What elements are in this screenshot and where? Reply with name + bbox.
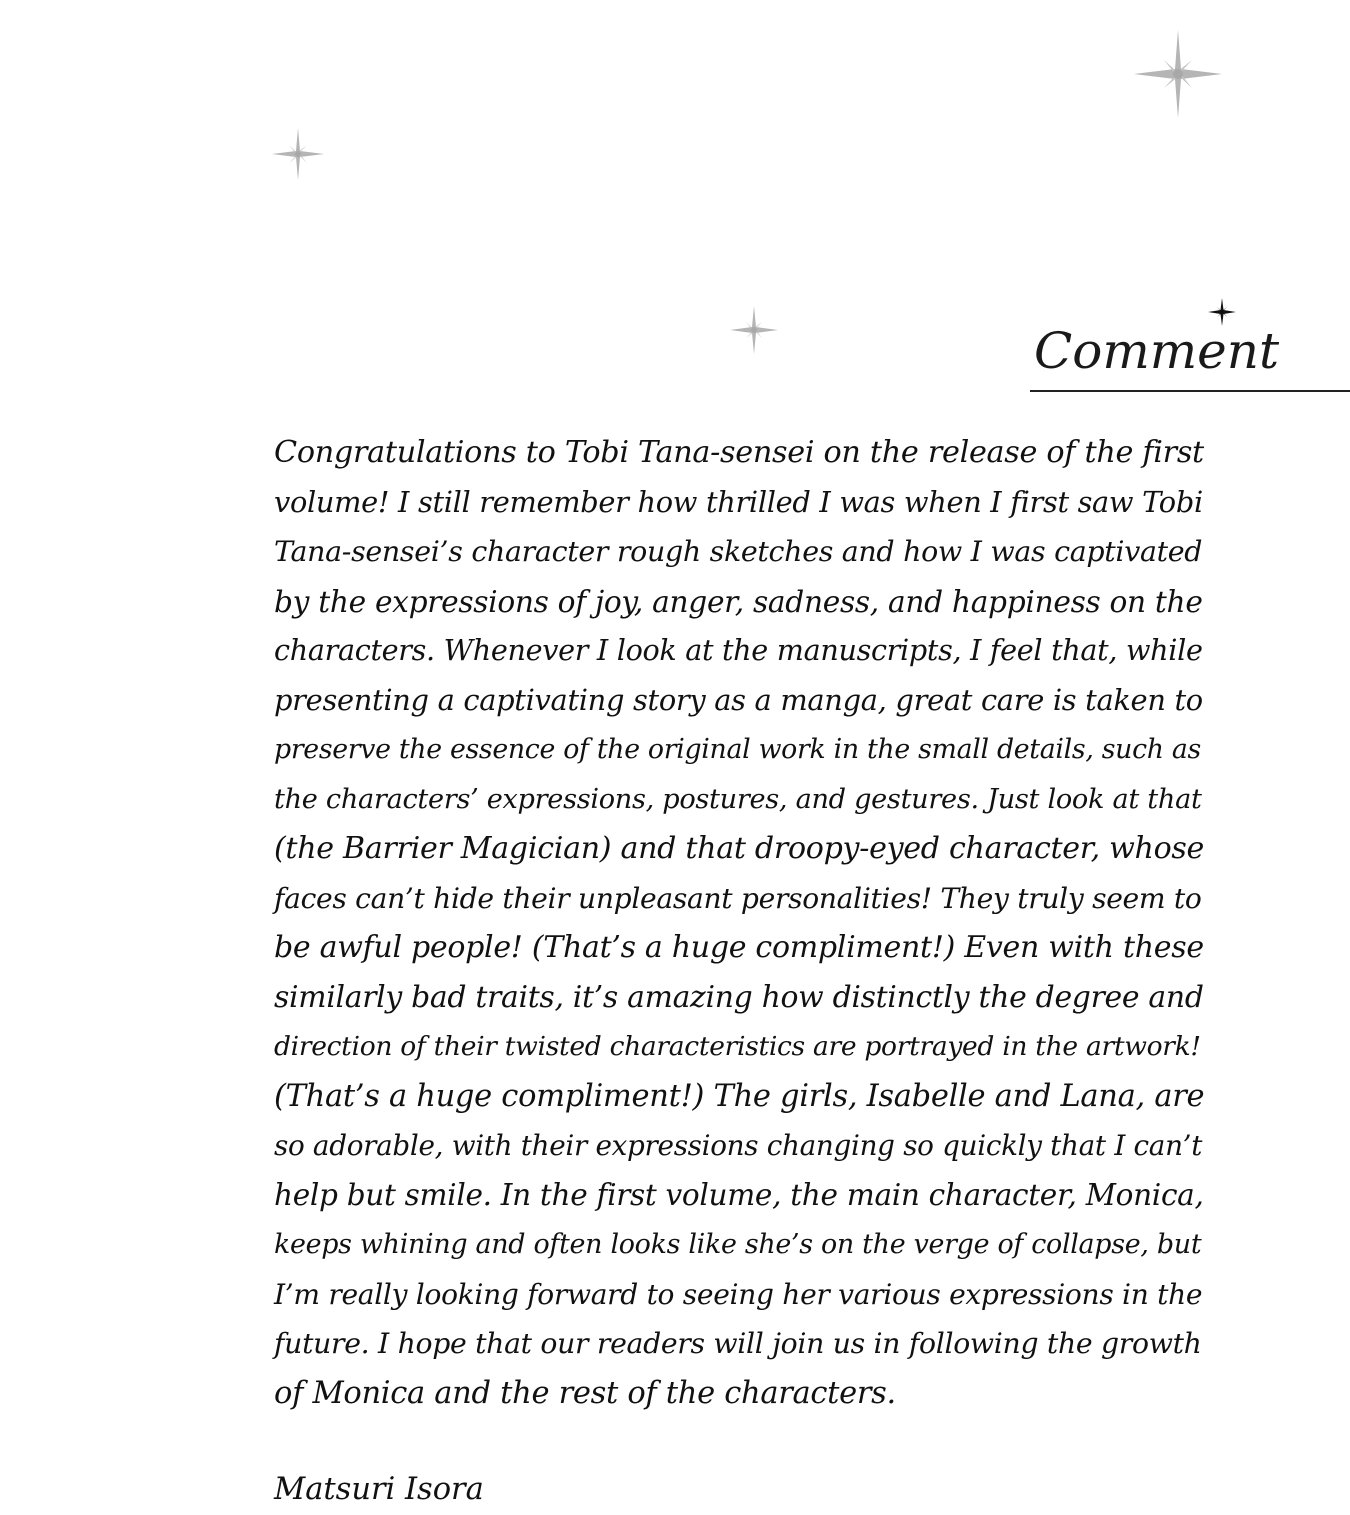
letter-line: direction of their twisted characteristics are portrayed in the artwork! bbox=[274, 1031, 1201, 1062]
comment-header bbox=[1030, 318, 1350, 394]
author-signature: Matsuri Isora bbox=[274, 1472, 484, 1507]
page-title: Comment bbox=[1034, 322, 1280, 380]
letter-line: volume! I still remember how thrilled I was when I first saw Tobi bbox=[274, 484, 1203, 519]
letter-line: I’m really looking forward to seeing her various expressions in the bbox=[274, 1277, 1203, 1311]
letter-line: Tana-sensei’s character rough sketches and how I was captivated bbox=[274, 535, 1203, 568]
letter-body bbox=[274, 428, 1204, 1418]
letter-line: future. I hope that our readers will join us in following the growth bbox=[274, 1327, 1202, 1360]
letter-line: faces can’t hide their unpleasant personalities! They truly seem to bbox=[274, 881, 1202, 915]
letter-line: help but smile. In the first volume, the main character, Monica, bbox=[274, 1177, 1204, 1212]
letter-line: keeps whining and often looks like she’s on the verge of collapse, but bbox=[274, 1229, 1202, 1260]
letter-line: (That’s a huge compliment!) The girls, Isabelle and Lana, are bbox=[274, 1078, 1205, 1114]
letter-line: Congratulations to Tobi Tana-sensei on the release of the first bbox=[274, 435, 1204, 470]
title-underline bbox=[1030, 390, 1350, 392]
letter-line: (the Barrier Magician) and that droopy-eyed character, whose bbox=[274, 831, 1205, 866]
letter-line: preserve the essence of the original work in the small details, such as bbox=[274, 734, 1201, 765]
letter-line: by the expressions of joy, anger, sadness, and happiness on the bbox=[274, 583, 1203, 619]
letter-line: similarly bad traits, it’s amazing how distinctly the degree and bbox=[274, 979, 1204, 1015]
letter-line: so adorable, with their expressions changing so quickly that I can’t bbox=[274, 1129, 1203, 1162]
sparkle-icon-center bbox=[730, 306, 778, 354]
letter-line: the characters’ expressions, postures, and gestures. Just look at that bbox=[274, 783, 1202, 815]
sparkle-icon-left bbox=[272, 128, 324, 180]
letter-line: be awful people! (That’s a huge compliment!) Even with these bbox=[274, 930, 1204, 965]
letter-line: presenting a captivating story as a manga, great care is taken to bbox=[274, 682, 1203, 717]
sparkle-icon-large bbox=[1134, 30, 1222, 118]
letter-line: characters. Whenever I look at the manuscripts, I feel that, while bbox=[274, 633, 1203, 667]
letter-line: of Monica and the rest of the characters. bbox=[274, 1375, 896, 1411]
